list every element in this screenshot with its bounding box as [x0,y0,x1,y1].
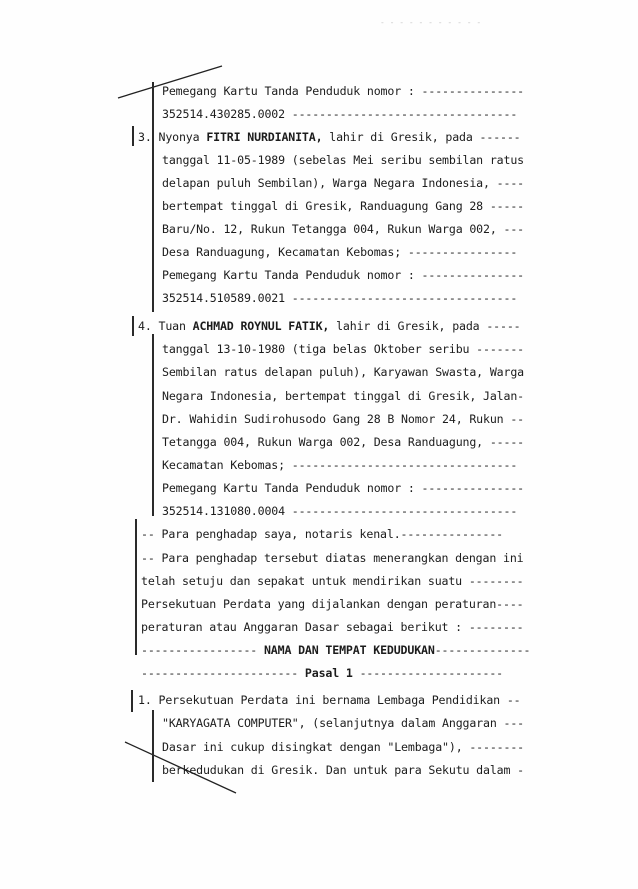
article-heading: ----------------------- Pasal 1 --------------------- [141,666,503,680]
list-item-3: 3. Nyonya FITRI NURDIANITA, lahir di Gresik, pada ------ [138,130,521,144]
margin-rule [132,126,134,146]
body-line: -- Para penghadap saya, notaris kenal.--------------- [141,527,503,541]
body-line: telah setuju dan sepakat untuk mendirikan suatu -------- [141,574,524,588]
person-name: ACHMAD ROYNUL FATIK, [192,319,330,333]
body-line: Sembilan ratus delapan puluh), Karyawan Swasta, Warga [162,365,524,379]
body-line: delapan puluh Sembilan), Warga Negara Indonesia, ---- [162,176,524,190]
section-heading: ----------------- NAMA DAN TEMPAT KEDUDUKAN-------------- [141,643,531,657]
body-line: tanggal 13-10-1980 (tiga belas Oktober seribu ------- [162,342,524,356]
body-line: bertempat tinggal di Gresik, Randuagung Gang 28 ----- [162,199,524,213]
body-line: Baru/No. 12, Rukun Tetangga 004, Rukun Warga 002, --- [162,222,524,236]
body-line: Pemegang Kartu Tanda Penduduk nomor : --------------- [162,481,524,495]
body-line: Negara Indonesia, bertempat tinggal di Gresik, Jalan- [162,389,524,403]
body-line: Persekutuan Perdata yang dijalankan dengan peraturan---- [141,597,524,611]
margin-rule [152,334,154,516]
section-title: NAMA DAN TEMPAT KEDUDUKAN [263,643,435,657]
margin-rule [152,82,154,312]
body-line: Pemegang Kartu Tanda Penduduk nomor : --------------- [162,84,524,98]
body-line: -- Para penghadap tersebut diatas menerangkan dengan ini [141,551,524,565]
body-line: 352514.510589.0021 --------------------------------- [162,291,518,305]
person-name: FITRI NURDIANITA, [206,130,323,144]
margin-rule [132,316,134,336]
body-line: tanggal 11-05-1989 (sebelas Mei seribu sembilan ratus [162,153,524,167]
body-line: "KARYAGATA COMPUTER", (selanjutnya dalam Anggaran --- [162,716,524,730]
body-line: Tetangga 004, Rukun Warga 002, Desa Randuagung, ----- [162,435,524,449]
body-line: berkedudukan di Gresik. Dan untuk para Sekutu dalam - [162,763,524,777]
margin-rule [131,690,133,712]
body-line: Pemegang Kartu Tanda Penduduk nomor : --------------- [162,268,524,282]
body-line: Dr. Wahidin Sudirohusodo Gang 28 B Nomor 24, Rukun -- [162,412,524,426]
margin-rule [152,710,154,782]
body-line: 352514.430285.0002 --------------------------------- [162,107,518,121]
list-item-4: 4. Tuan ACHMAD ROYNUL FATIK, lahir di Gresik, pada ----- [138,319,521,333]
body-line: Dasar ini cukup disingkat dengan "Lembaga"), -------- [162,740,524,754]
article-title: Pasal 1 [304,666,353,680]
bleed-through-text: - - - - - - - - - - - [380,18,482,27]
body-line: 352514.131080.0004 --------------------------------- [162,504,518,518]
list-item-1: 1. Persekutuan Perdata ini bernama Lembaga Pendidikan -- [138,693,521,707]
body-line: peraturan atau Anggaran Dasar sebagai berikut : -------- [141,620,524,634]
body-line: Kecamatan Kebomas; --------------------------------- [162,458,518,472]
body-line: Desa Randuagung, Kecamatan Kebomas; ---------------- [162,245,518,259]
margin-rule [135,519,137,655]
